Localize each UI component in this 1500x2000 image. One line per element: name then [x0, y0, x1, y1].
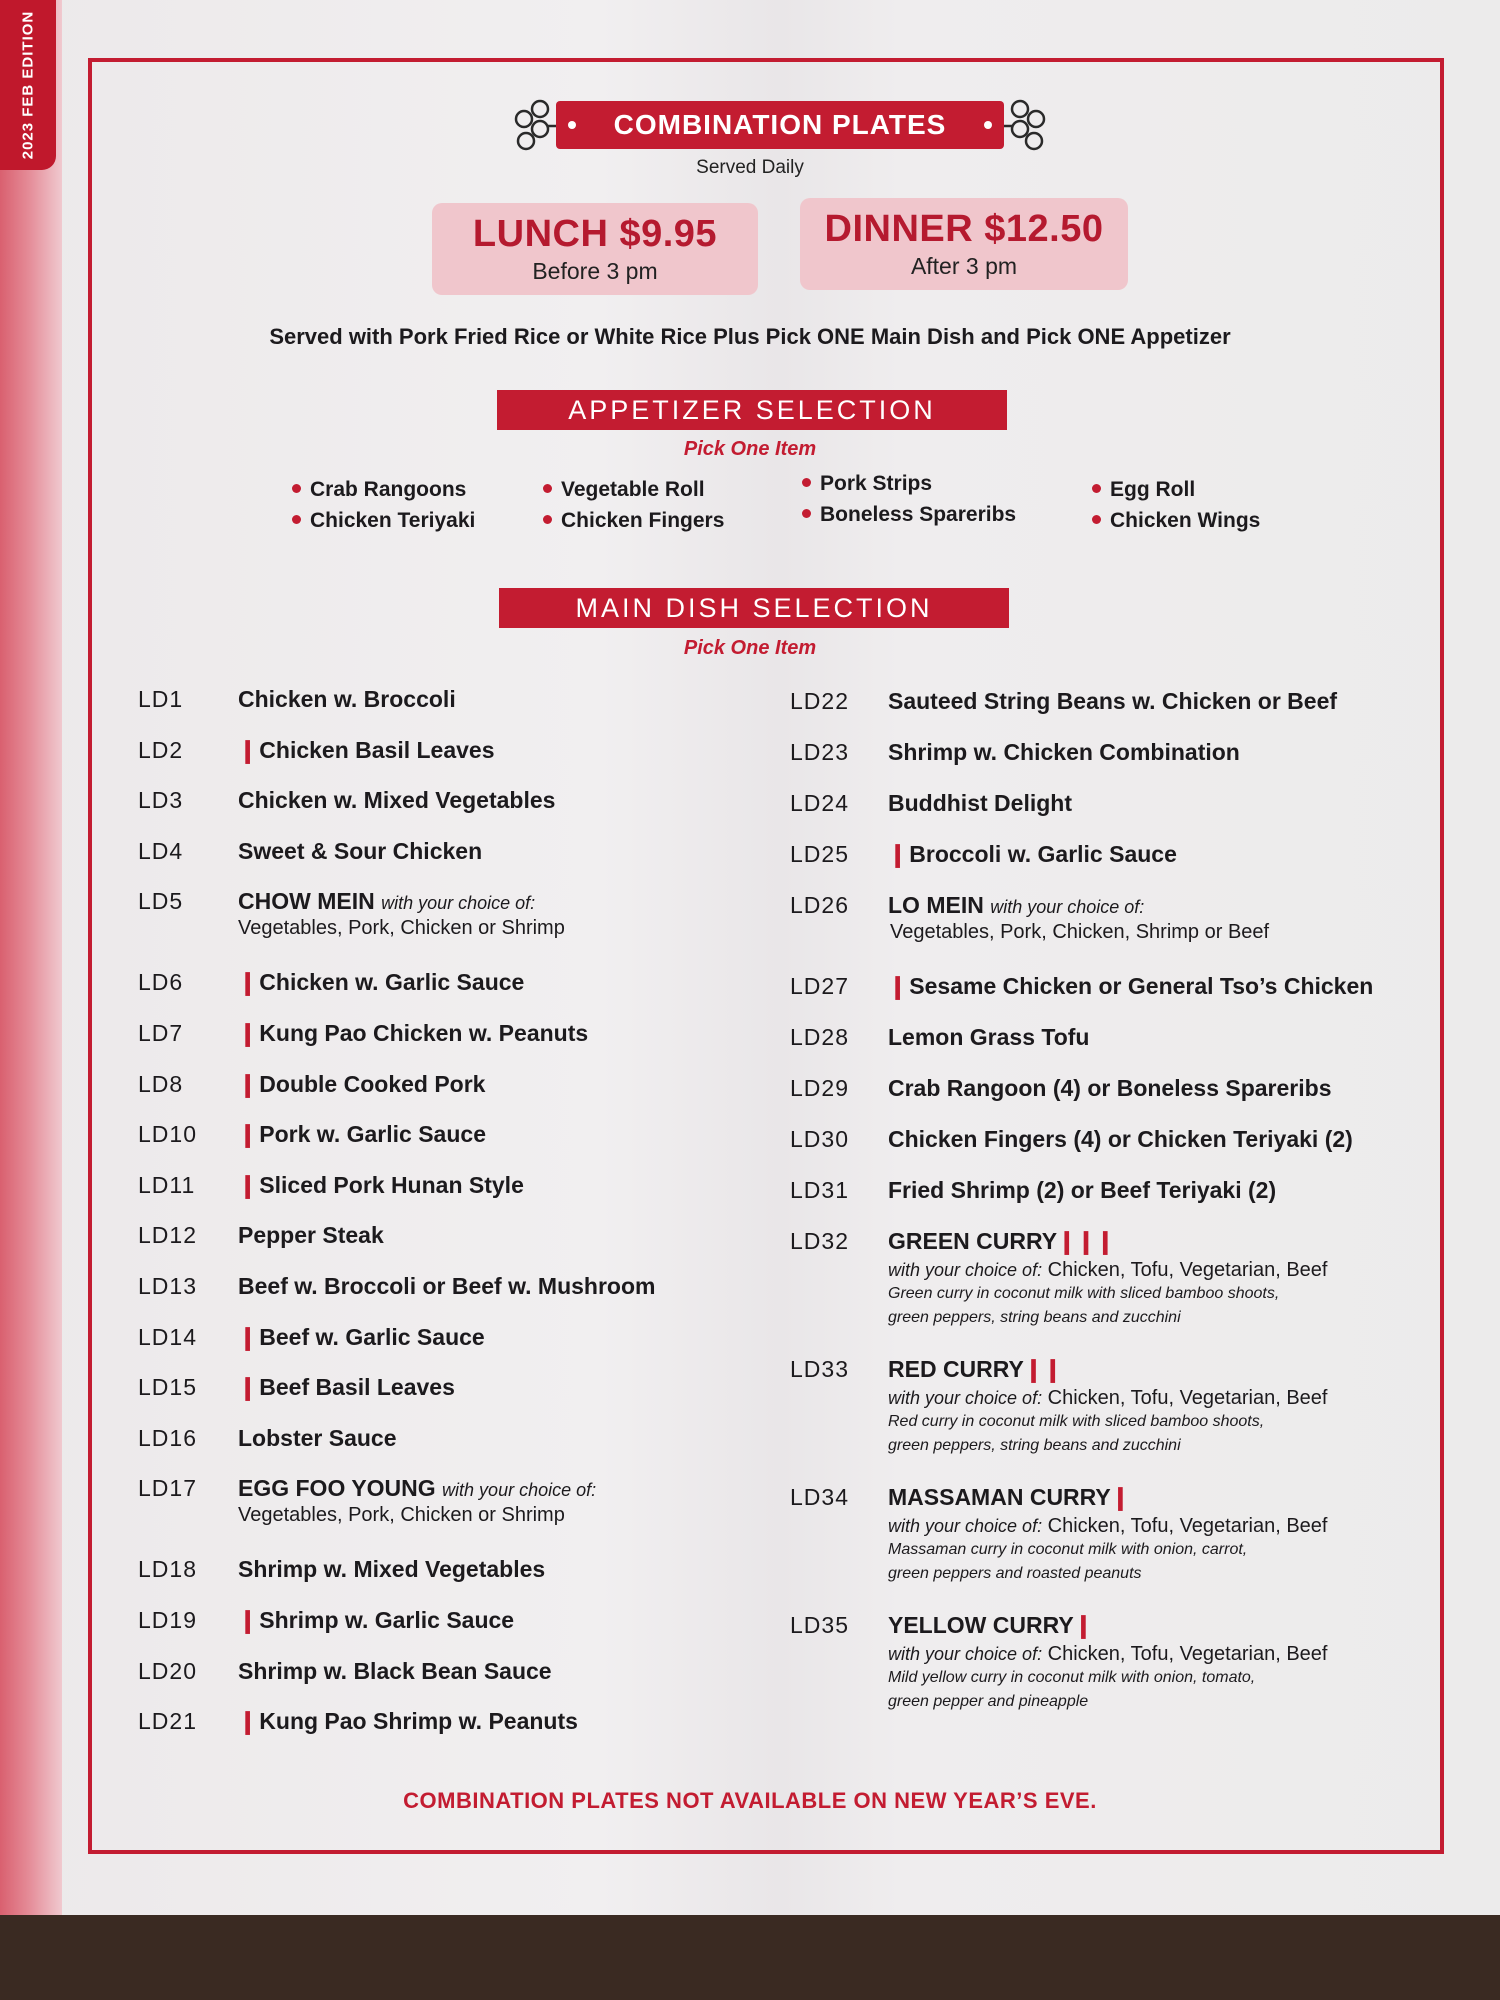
menu-item: [790, 973, 1410, 1024]
item-code: LD32: [790, 1228, 849, 1254]
footer-notice: COMBINATION PLATES NOT AVAILABLE ON NEW YEAR’S EVE.: [403, 1788, 1097, 1813]
cloud-ornament-icon: [510, 95, 556, 157]
appetizer-item: Chicken Wings: [1092, 505, 1260, 536]
menu-item: [790, 1075, 1410, 1126]
served-with-note: Served with Pork Fried Rice or White Rice Plus Pick ONE Main Dish and Pick ONE Appetizer: [269, 324, 1231, 349]
item-description: Red curry in coconut milk with sliced bamboo shoots,: [888, 1413, 1265, 1430]
item-name-row: [238, 1475, 758, 1502]
dinner-time: After 3 pm: [910, 253, 1018, 279]
edition-tab: [0, 0, 56, 170]
item-description: Mild yellow curry in coconut milk with onion, tomato,: [888, 1669, 1256, 1686]
edition-label: 2023 FEB EDITION: [19, 10, 37, 160]
item-code: LD34: [790, 1484, 849, 1510]
item-name: Chicken Basil Leaves: [259, 736, 495, 763]
menu-item: [790, 1356, 1410, 1484]
main-dish-list-right: [790, 688, 1410, 1740]
page-title-text: COMBINATION PLATES: [613, 109, 947, 140]
item-code: LD19: [138, 1606, 197, 1633]
spicy-pepper-icon: ❙: [238, 969, 258, 996]
item-description: Massaman curry in coconut milk with onion, carrot,: [888, 1541, 1248, 1558]
menu-item: [138, 1425, 758, 1476]
item-name: Pepper Steak: [238, 1222, 384, 1249]
item-name-row: [888, 892, 1410, 919]
item-code: LD17: [138, 1475, 197, 1502]
spicy-pepper-icon: ❙: [238, 1708, 258, 1735]
item-code: LD26: [790, 892, 849, 918]
spicy-pepper-icon: ❙❙❙: [1057, 1228, 1115, 1254]
menu-item: [138, 1121, 758, 1172]
item-name-row: [238, 888, 758, 915]
item-name-row: [238, 1374, 758, 1401]
item-name: EGG FOO YOUNG: [238, 1475, 436, 1502]
item-name: LO MEIN: [888, 892, 984, 918]
item-name-row: [888, 1024, 1410, 1051]
item-name-row: [888, 1484, 1410, 1511]
appetizer-column: [802, 468, 1016, 530]
cloud-ornament-icon: [1004, 95, 1050, 157]
item-name-row: [238, 1273, 758, 1300]
item-code: LD4: [138, 837, 184, 864]
menu-item: [138, 1708, 758, 1759]
title-dot: [568, 121, 576, 129]
item-name: Beef w. Garlic Sauce: [259, 1323, 485, 1350]
item-name: Beef w. Broccoli or Beef w. Mushroom: [238, 1272, 656, 1299]
item-name-row: [238, 787, 758, 814]
page-title: [556, 101, 1004, 149]
title-banner: [510, 95, 1050, 157]
choice-phrase: with your choice of:: [990, 897, 1145, 917]
item-code: LD21: [138, 1708, 197, 1735]
spicy-pepper-icon: ❙: [238, 1171, 258, 1198]
menu-item: [138, 1273, 758, 1324]
item-name: Chicken Fingers (4) or Chicken Teriyaki (2): [888, 1126, 1353, 1152]
menu-item: [138, 1222, 758, 1273]
lunch-time: Before 3 pm: [532, 258, 658, 284]
item-description: green pepper and pineapple: [888, 1693, 1089, 1710]
item-name: Chicken w. Mixed Vegetables: [238, 787, 556, 814]
item-code: LD8: [138, 1070, 184, 1097]
item-code: LD33: [790, 1356, 849, 1382]
item-description: green peppers, string beans and zucchini: [888, 1309, 1181, 1326]
item-code: LD29: [790, 1075, 849, 1101]
spicy-pepper-icon: ❙: [238, 1606, 258, 1633]
item-options-row: [888, 1387, 1410, 1410]
item-name: Fried Shrimp (2) or Beef Teriyaki (2): [888, 1177, 1277, 1203]
appetizer-item: Egg Roll: [1092, 474, 1260, 505]
menu-item: [138, 1324, 758, 1375]
dinner-price-box: [800, 198, 1128, 290]
item-name: Beef Basil Leaves: [259, 1374, 455, 1401]
item-name-row: [888, 973, 1410, 1000]
item-name-row: [888, 790, 1410, 817]
item-options: Chicken, Tofu, Vegetarian, Beef: [1047, 1515, 1328, 1537]
item-name: Kung Pao Shrimp w. Peanuts: [259, 1708, 578, 1735]
item-code: LD25: [790, 841, 849, 867]
menu-item: [138, 1172, 758, 1223]
item-name-row: [888, 739, 1410, 766]
menu-item: [138, 1556, 758, 1607]
item-name: Lobster Sauce: [238, 1424, 397, 1451]
item-name-row: [888, 841, 1410, 868]
appetizer-column: [292, 474, 475, 536]
spicy-pepper-icon: ❙: [238, 1121, 258, 1148]
menu-item: [138, 1374, 758, 1425]
item-name-row: [238, 1708, 758, 1735]
item-code: LD28: [790, 1024, 849, 1050]
item-name: Chicken w. Garlic Sauce: [259, 969, 525, 996]
menu-item: [790, 1484, 1410, 1612]
item-name-row: [888, 1228, 1410, 1255]
title-dot: [984, 121, 992, 129]
menu-item: [138, 1475, 758, 1556]
item-description: Green curry in coconut milk with sliced bamboo shoots,: [888, 1285, 1280, 1302]
item-options-row: [888, 1643, 1410, 1666]
item-name: Pork w. Garlic Sauce: [259, 1121, 486, 1148]
choice-phrase: with your choice of:: [381, 893, 536, 914]
menu-item: [138, 969, 758, 1020]
item-code: LD31: [790, 1177, 849, 1203]
item-code: LD5: [138, 888, 184, 915]
item-code: LD22: [790, 688, 849, 714]
item-name-row: [238, 1222, 758, 1249]
item-name-row: [888, 1126, 1410, 1153]
item-name-row: [238, 1658, 758, 1685]
spicy-pepper-icon: ❙: [1073, 1612, 1093, 1638]
menu-item: [790, 1612, 1410, 1740]
menu-item: [138, 787, 758, 838]
appetizer-column: [543, 474, 724, 536]
choice-phrase: with your choice of:: [888, 1388, 1043, 1408]
item-name: Chicken w. Broccoli: [238, 686, 456, 712]
menu-item: [790, 1228, 1410, 1356]
item-name-row: [238, 1121, 758, 1148]
item-code: LD14: [138, 1323, 197, 1350]
item-name-row: [888, 688, 1410, 715]
item-code: LD10: [138, 1121, 197, 1148]
spicy-pepper-icon: ❙❙: [1023, 1356, 1063, 1382]
item-name-row: [238, 1556, 758, 1583]
spicy-pepper-icon: ❙: [238, 1019, 258, 1046]
menu-item: [790, 1177, 1410, 1228]
spicy-pepper-icon: ❙: [1110, 1484, 1131, 1510]
subtitle: Served Daily: [696, 157, 804, 178]
menu-item: [138, 1071, 758, 1122]
appetizer-column: [1092, 474, 1260, 536]
item-name: Sweet & Sour Chicken: [238, 837, 483, 864]
item-code: LD35: [790, 1612, 849, 1638]
item-name-row: [238, 969, 758, 996]
item-code: LD24: [790, 790, 849, 816]
item-name-row: [238, 737, 758, 764]
menu-item: [790, 790, 1410, 841]
item-name-row: [888, 1075, 1410, 1102]
item-name: Lemon Grass Tofu: [888, 1024, 1090, 1050]
item-options: Chicken, Tofu, Vegetarian, Beef: [1047, 1643, 1328, 1665]
item-name: Shrimp w. Chicken Combination: [888, 739, 1240, 765]
item-options: Chicken, Tofu, Vegetarian, Beef: [1047, 1387, 1328, 1409]
item-name-row: [238, 1607, 758, 1634]
item-options: Chicken, Tofu, Vegetarian, Beef: [1047, 1259, 1328, 1281]
item-name-row: [238, 1020, 758, 1047]
item-code: LD15: [138, 1374, 197, 1401]
item-name: RED CURRY: [888, 1356, 1024, 1382]
menu-item: [138, 1020, 758, 1071]
menu-item: [790, 1126, 1410, 1177]
appetizer-item: Crab Rangoons: [292, 474, 475, 505]
item-name-row: [238, 1324, 758, 1351]
item-code: LD18: [138, 1556, 197, 1583]
appetizer-item: Chicken Teriyaki: [292, 505, 475, 536]
item-name-row: [238, 1172, 758, 1199]
item-code: LD27: [790, 973, 849, 999]
item-name: Shrimp w. Black Bean Sauce: [238, 1657, 552, 1684]
item-code: LD3: [138, 787, 184, 814]
item-name-row: [888, 1356, 1410, 1383]
item-code: LD6: [138, 969, 184, 996]
item-code: LD1: [138, 686, 184, 712]
spicy-pepper-icon: ❙: [238, 1070, 258, 1097]
item-options-row: [888, 1259, 1410, 1282]
page-edge: [0, 0, 62, 1915]
item-name: MASSAMAN CURRY: [888, 1484, 1111, 1510]
menu-item: [790, 892, 1410, 973]
lunch-price-box: [432, 203, 758, 295]
dinner-price: DINNER $12.50: [824, 208, 1104, 250]
menu-item: [790, 841, 1410, 892]
choice-phrase: with your choice of:: [888, 1644, 1043, 1664]
item-name-row: [238, 1425, 758, 1452]
item-code: LD2: [138, 736, 184, 763]
item-code: LD13: [138, 1272, 197, 1299]
spicy-pepper-icon: ❙: [888, 841, 908, 867]
item-options: Vegetables, Pork, Chicken or Shrimp: [238, 1504, 565, 1527]
choice-phrase: with your choice of:: [442, 1480, 597, 1501]
menu-item: [790, 739, 1410, 790]
item-name: Shrimp w. Mixed Vegetables: [238, 1556, 546, 1583]
item-name-row: [238, 1071, 758, 1098]
item-code: LD23: [790, 739, 849, 765]
item-name: CHOW MEIN: [238, 888, 375, 915]
menu-item: [138, 1658, 758, 1709]
item-name-row: [888, 1612, 1410, 1639]
appetizer-heading: APPETIZER SELECTION: [497, 390, 1007, 430]
appetizer-item: Vegetable Roll: [543, 474, 724, 505]
menu-item: [138, 838, 758, 889]
spicy-pepper-icon: ❙: [238, 1323, 258, 1350]
item-name: Buddhist Delight: [888, 790, 1072, 816]
lunch-price: LUNCH $9.95: [472, 213, 718, 255]
item-name: Sesame Chicken or General Tso’s Chicken: [909, 973, 1374, 999]
item-name-row: [238, 838, 758, 865]
spicy-pepper-icon: ❙: [238, 736, 258, 763]
item-code: LD12: [138, 1222, 197, 1249]
item-options-row: [888, 1515, 1410, 1538]
spicy-pepper-icon: ❙: [888, 973, 908, 999]
item-name: Broccoli w. Garlic Sauce: [909, 841, 1177, 867]
item-code: LD7: [138, 1019, 184, 1046]
main-dish-pick-note: Pick One Item: [683, 637, 817, 659]
appetizer-pick-note: Pick One Item: [683, 438, 817, 460]
appetizer-item: Boneless Spareribs: [802, 499, 1016, 530]
main-dish-heading: MAIN DISH SELECTION: [499, 588, 1009, 628]
item-options: Vegetables, Pork, Chicken or Shrimp: [238, 917, 565, 940]
item-code: LD30: [790, 1126, 849, 1152]
menu-item: [138, 1607, 758, 1658]
item-name: YELLOW CURRY: [888, 1612, 1074, 1638]
menu-item: [138, 737, 758, 788]
main-dish-list-left: [138, 686, 758, 1759]
item-name: Shrimp w. Garlic Sauce: [259, 1606, 515, 1633]
item-code: LD11: [138, 1171, 196, 1198]
spicy-pepper-icon: ❙: [238, 1374, 258, 1401]
item-name: Kung Pao Chicken w. Peanuts: [259, 1019, 589, 1046]
choice-phrase: with your choice of:: [888, 1516, 1043, 1536]
choice-phrase: with your choice of:: [888, 1260, 1043, 1280]
menu-item: [138, 686, 758, 737]
item-description: green peppers and roasted peanuts: [888, 1565, 1142, 1582]
item-name: Sliced Pork Hunan Style: [259, 1171, 524, 1198]
item-name-row: [238, 686, 758, 713]
item-code: LD16: [138, 1424, 197, 1451]
menu-item: [790, 1024, 1410, 1075]
item-name: Double Cooked Pork: [259, 1070, 486, 1097]
item-code: LD20: [138, 1657, 197, 1684]
item-name: Sauteed String Beans w. Chicken or Beef: [888, 688, 1338, 714]
item-options: Vegetables, Pork, Chicken, Shrimp or Beef: [890, 921, 1270, 943]
item-name: GREEN CURRY: [888, 1228, 1058, 1254]
appetizer-item: Pork Strips: [802, 468, 1016, 499]
item-description: green peppers, string beans and zucchini: [888, 1437, 1181, 1454]
appetizer-item: Chicken Fingers: [543, 505, 724, 536]
menu-item: [138, 888, 758, 969]
item-name: Crab Rangoon (4) or Boneless Spareribs: [888, 1075, 1332, 1101]
item-name-row: [888, 1177, 1410, 1204]
menu-item: [790, 688, 1410, 739]
